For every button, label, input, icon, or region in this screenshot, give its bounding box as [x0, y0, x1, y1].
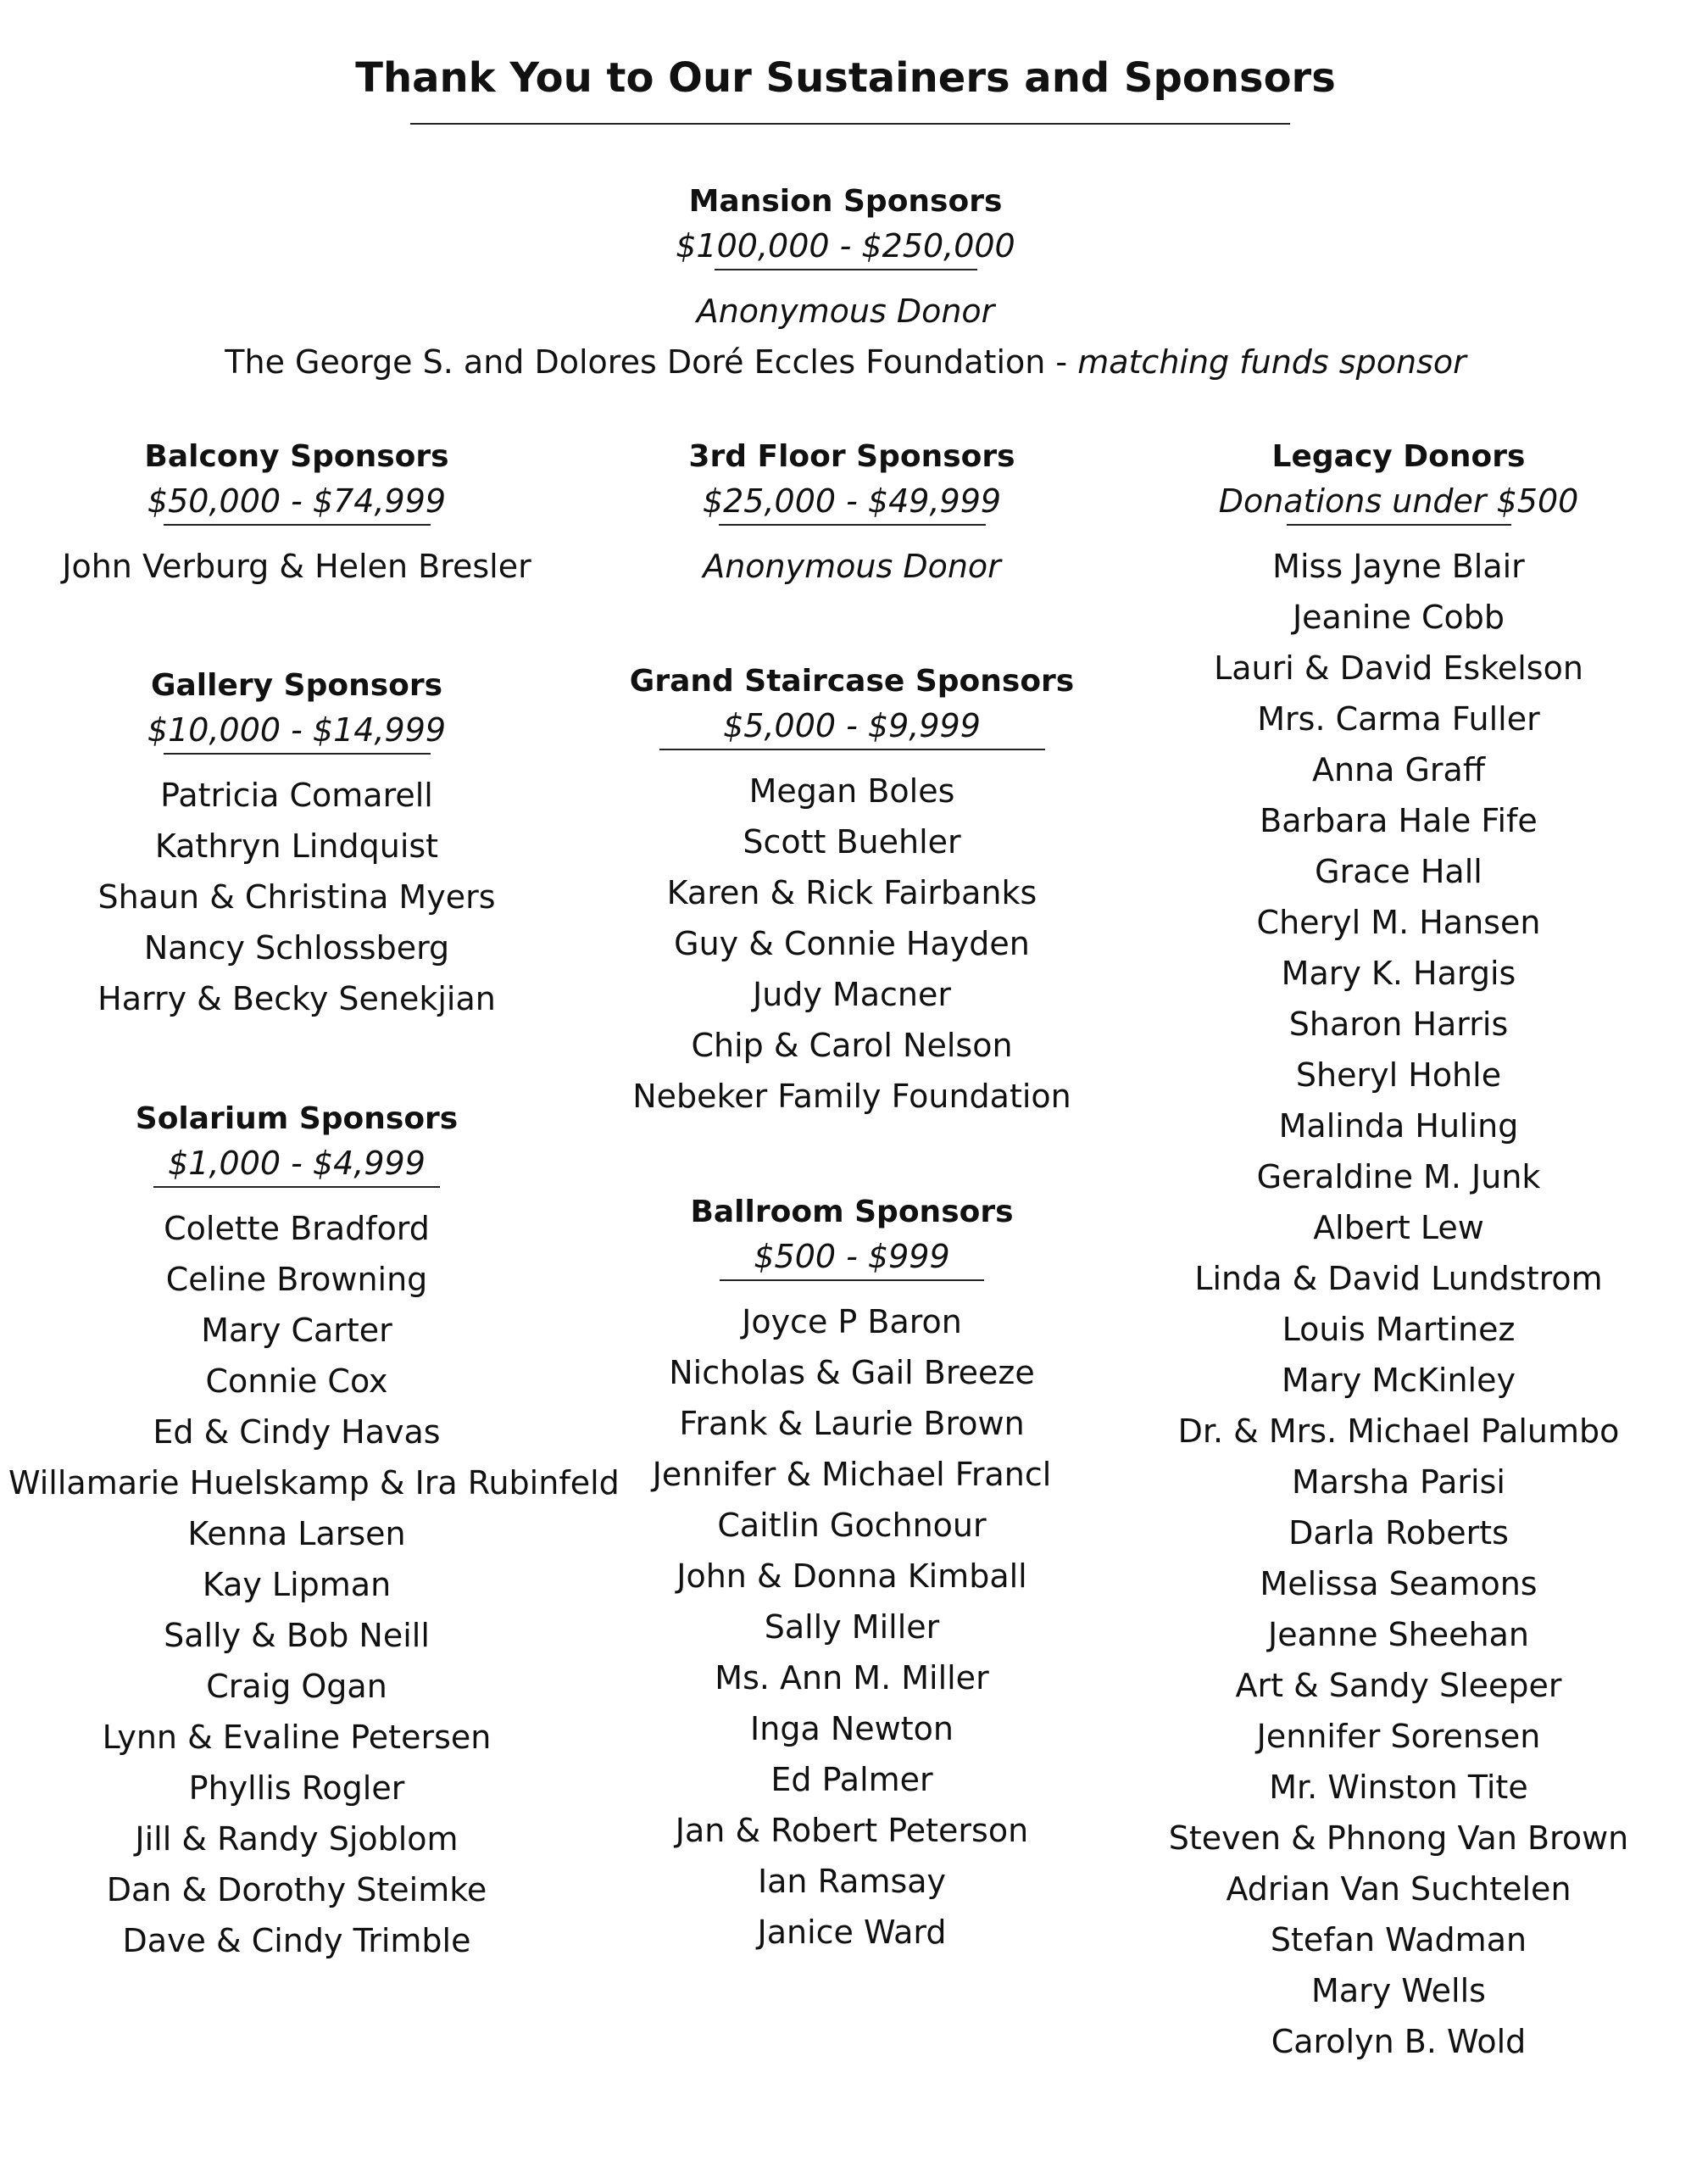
donor-name: Lauri & David Eskelson — [1214, 649, 1583, 687]
balcony-sponsors-section — [8, 435, 585, 592]
donor-name: Grace Hall — [1315, 853, 1482, 890]
section-divider — [659, 749, 1045, 750]
donor-name-text: The George S. and Dolores Doré Eccles Foundation - — [225, 343, 1078, 381]
donor-name: Anonymous Donor — [696, 292, 995, 330]
donor-name: Mr. Winston Tite — [1269, 1769, 1528, 1806]
third-floor-sponsors-section — [593, 435, 1110, 592]
donor-name: Nebeker Family Foundation — [632, 1078, 1071, 1115]
donor-name: Miss Jayne Blair — [1272, 548, 1525, 585]
donor-name: Mary McKinley — [1282, 1362, 1516, 1399]
donor-name: Mrs. Carma Fuller — [1257, 700, 1540, 738]
section-title: Legacy Donors — [1271, 439, 1526, 474]
donor-name: Willamarie Huelskamp & Ira Rubinfeld — [8, 1464, 620, 1502]
donor-name: Mary K. Hargis — [1281, 955, 1516, 992]
donor-name: Jeanine Cobb — [1292, 599, 1505, 636]
section-title: Grand Staircase Sponsors — [629, 664, 1075, 699]
section-title: Solarium Sponsors — [135, 1101, 459, 1136]
donor-name: Janice Ward — [757, 1914, 947, 1951]
donor-name: Jennifer & Michael Francl — [652, 1456, 1052, 1493]
ballroom-sponsors-section — [593, 1190, 1110, 1958]
donor-list — [593, 1296, 1110, 1958]
section-divider — [1287, 524, 1511, 526]
donor-name: Geraldine M. Junk — [1256, 1158, 1541, 1195]
donor-name: Jennifer Sorensen — [1256, 1718, 1541, 1755]
donor-list — [593, 766, 1110, 1122]
donor-note: matching funds sponsor — [1077, 343, 1466, 381]
section-divider — [164, 753, 431, 755]
donor-name: Malinda Huling — [1278, 1107, 1519, 1145]
donor-name: Adrian Van Suchtelen — [1226, 1870, 1571, 1908]
donor-name: Joyce P Baron — [742, 1303, 962, 1340]
title-divider — [410, 123, 1290, 125]
mansion-sponsors-section — [0, 180, 1691, 387]
donor-name: Kay Lipman — [202, 1566, 392, 1603]
section-title: Mansion Sponsors — [688, 184, 1003, 219]
section-divider — [153, 1186, 440, 1188]
section-divider — [719, 524, 986, 526]
donor-list — [8, 541, 585, 592]
section-divider — [164, 524, 431, 526]
legacy-donors-section — [1119, 435, 1678, 2067]
section-range: $1,000 - $4,999 — [168, 1145, 426, 1182]
donor-name: Inga Newton — [750, 1710, 954, 1747]
donor-name: Dan & Dorothy Steimke — [106, 1871, 487, 1908]
donor-name: Anna Graff — [1311, 751, 1486, 788]
donor-name: Marsha Parisi — [1292, 1463, 1505, 1501]
donor-name: Scott Buehler — [743, 823, 961, 861]
donor-name: Kathryn Lindquist — [154, 827, 439, 865]
section-title: Balcony Sponsors — [144, 439, 449, 474]
solarium-sponsors-section — [8, 1097, 620, 1966]
donor-name: Sally & Bob Neill — [164, 1617, 430, 1654]
donor-name: Albert Lew — [1313, 1209, 1484, 1246]
donor-name: Nancy Schlossberg — [143, 929, 450, 967]
donor-name: Frank & Laurie Brown — [679, 1405, 1025, 1442]
donor-name: Jill & Randy Sjoblom — [135, 1820, 459, 1858]
donor-name: Art & Sandy Sleeper — [1235, 1667, 1562, 1704]
donor-name: Sheryl Hohle — [1295, 1056, 1502, 1094]
section-range: Donations under $500 — [1218, 482, 1579, 520]
donor-name: Mary Wells — [1311, 1972, 1486, 2009]
donor-name: Patricia Comarell — [160, 777, 433, 814]
donor-name: Harry & Becky Senekjian — [97, 980, 496, 1017]
donor-name: Ed & Cindy Havas — [153, 1413, 441, 1451]
donor-list — [593, 541, 1110, 592]
donor-name: Chip & Carol Nelson — [691, 1027, 1013, 1064]
donor-name: Connie Cox — [205, 1362, 388, 1400]
section-title: Gallery Sponsors — [150, 668, 443, 703]
donor-name: Darla Roberts — [1288, 1514, 1509, 1552]
donor-name: Megan Boles — [748, 772, 955, 810]
section-divider — [715, 269, 977, 270]
donor-name: Ms. Ann M. Miller — [715, 1659, 989, 1696]
donor-name: Dr. & Mrs. Michael Palumbo — [1177, 1412, 1620, 1450]
donor-name: Karen & Rick Fairbanks — [666, 874, 1037, 911]
donor-name: Sharon Harris — [1288, 1006, 1509, 1043]
section-range: $100,000 - $250,000 — [676, 227, 1015, 265]
donor-name: Barbara Hale Fife — [1260, 802, 1538, 839]
donor-name: Ed Palmer — [770, 1761, 933, 1798]
donor-name: Judy Macner — [752, 976, 952, 1013]
donor-name: Phyllis Rogler — [188, 1769, 405, 1807]
donor-list — [8, 1203, 620, 1966]
donor-name: Anonymous Donor — [703, 548, 1001, 585]
donor-name: Louis Martinez — [1282, 1311, 1516, 1348]
donor-name: Kenna Larsen — [187, 1515, 406, 1552]
donor-list — [1119, 541, 1678, 2067]
donor-name: Melissa Seamons — [1260, 1565, 1538, 1602]
donor-name: Jeanne Sheehan — [1268, 1616, 1529, 1653]
donor-name: Cheryl M. Hansen — [1256, 904, 1541, 941]
donor-name — [0, 337, 1691, 387]
donor-name: Linda & David Lundstrom — [1194, 1260, 1603, 1297]
section-range: $500 - $999 — [754, 1238, 950, 1275]
gallery-sponsors-section — [8, 664, 585, 1024]
donor-name: John Verburg & Helen Bresler — [62, 548, 531, 585]
section-title: 3rd Floor Sponsors — [688, 439, 1015, 474]
donor-name: Steven & Phnong Van Brown — [1168, 1819, 1629, 1857]
section-range: $25,000 - $49,999 — [702, 482, 1002, 520]
donor-name: Celine Browning — [165, 1261, 428, 1298]
page-title: Thank You to Our Sustainers and Sponsors — [355, 54, 1336, 102]
donor-name: Shaun & Christina Myers — [97, 878, 496, 916]
grand-staircase-sponsors-section — [593, 660, 1110, 1122]
donor-name: Craig Ogan — [206, 1668, 387, 1705]
donor-name: Dave & Cindy Trimble — [122, 1922, 471, 1959]
section-divider — [720, 1279, 984, 1281]
donor-name: Lynn & Evaline Petersen — [102, 1719, 492, 1756]
section-range: $50,000 - $74,999 — [147, 482, 447, 520]
donor-name: Caitlin Gochnour — [717, 1507, 987, 1544]
donor-name: Ian Ramsay — [757, 1863, 947, 1900]
donor-name: Carolyn B. Wold — [1271, 2023, 1527, 2060]
donor-name: Guy & Connie Hayden — [674, 925, 1030, 962]
donor-name: Mary Carter — [201, 1312, 392, 1349]
donor-name: Sally Miller — [764, 1608, 940, 1646]
section-range: $10,000 - $14,999 — [147, 711, 447, 749]
donor-name: Stefan Wadman — [1270, 1921, 1527, 1958]
donor-name: Jan & Robert Peterson — [675, 1812, 1029, 1849]
donor-name: Colette Bradford — [164, 1210, 430, 1247]
donor-name: John & Donna Kimball — [676, 1557, 1027, 1595]
section-title: Ballroom Sponsors — [690, 1195, 1014, 1229]
section-range: $5,000 - $9,999 — [723, 707, 981, 744]
donor-list — [8, 770, 585, 1024]
donor-name: Nicholas & Gail Breeze — [669, 1354, 1035, 1391]
